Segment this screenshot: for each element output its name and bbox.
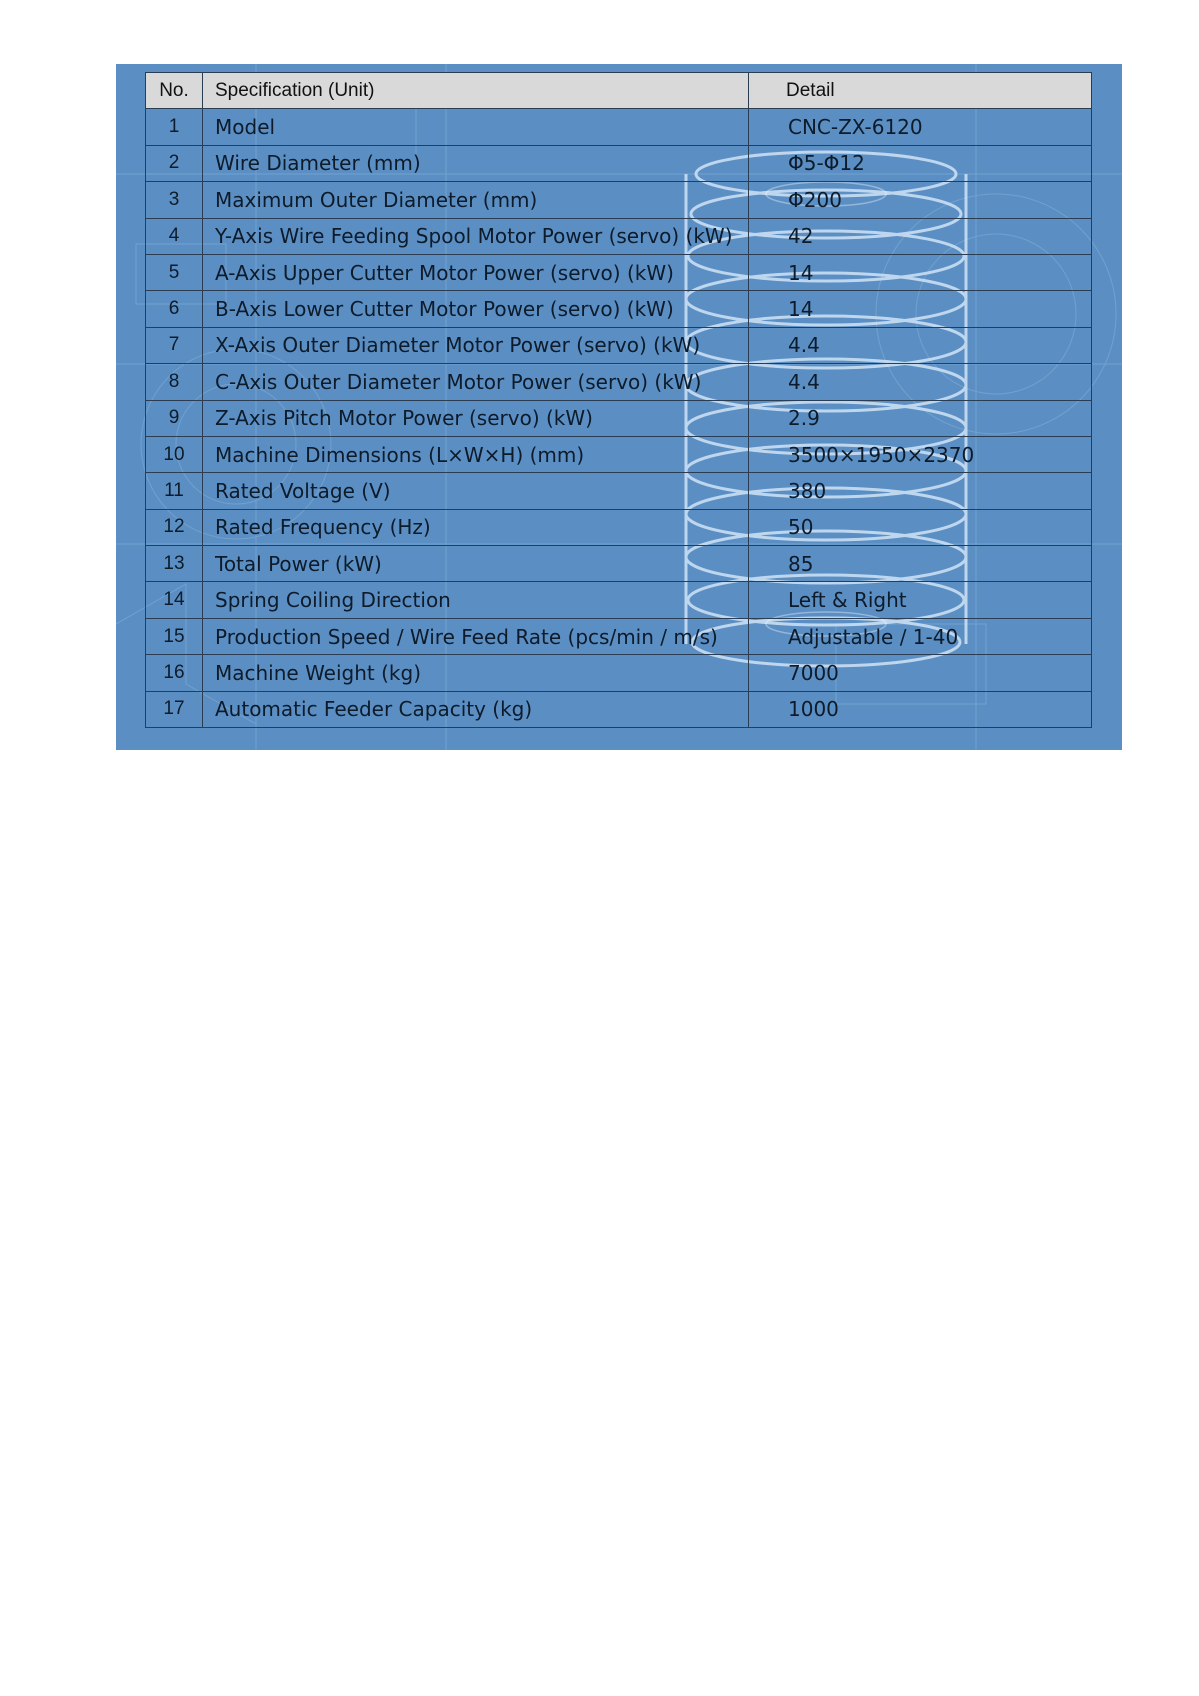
row-number: 3 xyxy=(146,182,203,218)
table-row xyxy=(146,400,1092,436)
row-number: 6 xyxy=(146,291,203,327)
row-specification: C-Axis Outer Diameter Motor Power (servo) (kW) xyxy=(203,364,749,400)
row-detail: 1000 xyxy=(749,691,1092,727)
row-specification: Maximum Outer Diameter (mm) xyxy=(203,182,749,218)
table-row xyxy=(146,364,1092,400)
row-specification: Machine Weight (kg) xyxy=(203,655,749,691)
table-row xyxy=(146,291,1092,327)
row-specification: Automatic Feeder Capacity (kg) xyxy=(203,691,749,727)
row-detail: 14 xyxy=(749,291,1092,327)
header-detail: Detail xyxy=(749,73,1092,109)
row-detail: Adjustable / 1-40 xyxy=(749,618,1092,654)
row-detail: 4.4 xyxy=(749,327,1092,363)
row-specification: Y-Axis Wire Feeding Spool Motor Power (servo) (kW) xyxy=(203,218,749,254)
table-row xyxy=(146,218,1092,254)
table-row xyxy=(146,509,1092,545)
table-row xyxy=(146,254,1092,290)
row-specification: Rated Frequency (Hz) xyxy=(203,509,749,545)
table-row xyxy=(146,582,1092,618)
row-number: 16 xyxy=(146,655,203,691)
row-number: 15 xyxy=(146,618,203,654)
row-detail: 42 xyxy=(749,218,1092,254)
row-number: 4 xyxy=(146,218,203,254)
row-number: 2 xyxy=(146,145,203,181)
row-specification: Total Power (kW) xyxy=(203,546,749,582)
table-row xyxy=(146,109,1092,145)
row-number: 7 xyxy=(146,327,203,363)
row-specification: A-Axis Upper Cutter Motor Power (servo) (kW) xyxy=(203,254,749,290)
row-number: 17 xyxy=(146,691,203,727)
row-number: 9 xyxy=(146,400,203,436)
row-detail: Left & Right xyxy=(749,582,1092,618)
row-number: 14 xyxy=(146,582,203,618)
row-specification: X-Axis Outer Diameter Motor Power (servo) (kW) xyxy=(203,327,749,363)
row-detail: 3500×1950×2370 xyxy=(749,436,1092,472)
row-detail: 50 xyxy=(749,509,1092,545)
table-row xyxy=(146,655,1092,691)
row-number: 11 xyxy=(146,473,203,509)
row-specification: Spring Coiling Direction xyxy=(203,582,749,618)
table-row xyxy=(146,327,1092,363)
row-number: 12 xyxy=(146,509,203,545)
row-specification: Wire Diameter (mm) xyxy=(203,145,749,181)
row-detail: 4.4 xyxy=(749,364,1092,400)
row-detail: 7000 xyxy=(749,655,1092,691)
row-specification: Model xyxy=(203,109,749,145)
row-number: 10 xyxy=(146,436,203,472)
row-specification: Rated Voltage (V) xyxy=(203,473,749,509)
table-row xyxy=(146,546,1092,582)
row-specification: Machine Dimensions (L×W×H) (mm) xyxy=(203,436,749,472)
row-number: 13 xyxy=(146,546,203,582)
row-specification: Production Speed / Wire Feed Rate (pcs/min / m/s) xyxy=(203,618,749,654)
row-detail: Φ200 xyxy=(749,182,1092,218)
row-detail: 14 xyxy=(749,254,1092,290)
table-row xyxy=(146,618,1092,654)
row-number: 8 xyxy=(146,364,203,400)
row-specification: B-Axis Lower Cutter Motor Power (servo) (kW) xyxy=(203,291,749,327)
specification-table xyxy=(145,72,1092,728)
row-specification: Z-Axis Pitch Motor Power (servo) (kW) xyxy=(203,400,749,436)
spec-panel xyxy=(116,64,1122,750)
row-detail: Φ5-Φ12 xyxy=(749,145,1092,181)
table-header-row xyxy=(146,73,1092,109)
table-row xyxy=(146,473,1092,509)
row-detail: 85 xyxy=(749,546,1092,582)
table-row xyxy=(146,182,1092,218)
row-detail: 380 xyxy=(749,473,1092,509)
table-row xyxy=(146,145,1092,181)
row-detail: CNC-ZX-6120 xyxy=(749,109,1092,145)
header-specification: Specification (Unit) xyxy=(203,73,749,109)
row-number: 1 xyxy=(146,109,203,145)
header-no: No. xyxy=(146,73,203,109)
row-number: 5 xyxy=(146,254,203,290)
table-row xyxy=(146,691,1092,727)
row-detail: 2.9 xyxy=(749,400,1092,436)
table-row xyxy=(146,436,1092,472)
